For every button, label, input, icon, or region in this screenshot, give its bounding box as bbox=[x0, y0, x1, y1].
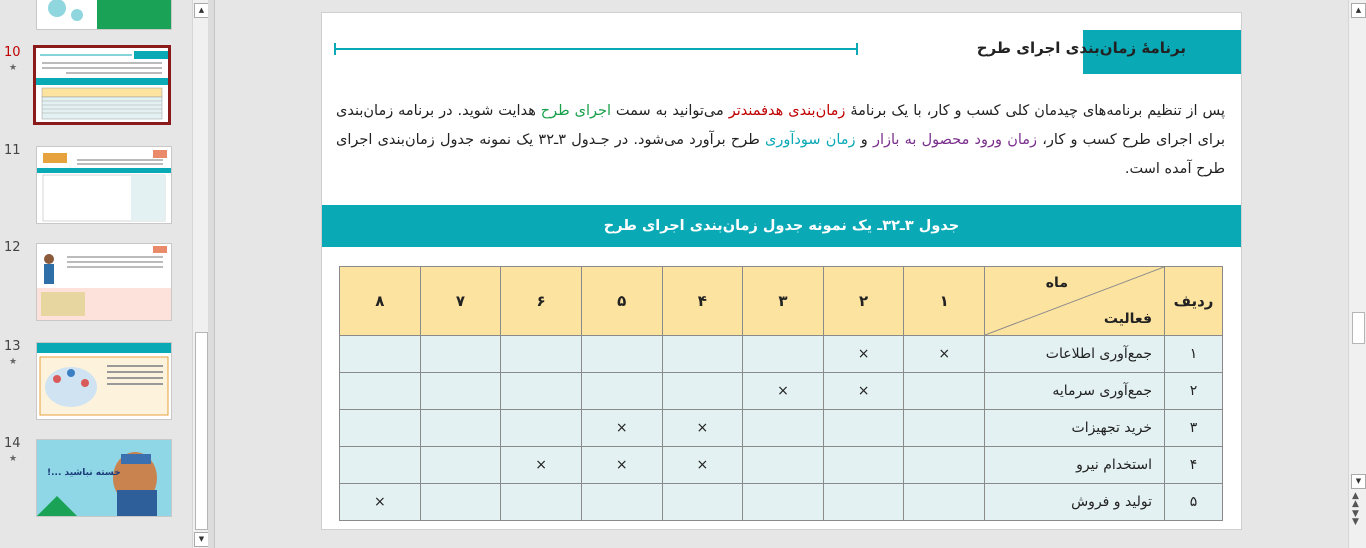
para-highlight: اجرای طرح bbox=[540, 103, 611, 119]
animation-star-icon: ★ bbox=[9, 63, 18, 73]
header-month: ۴ bbox=[662, 267, 743, 336]
header-activity-label: فعالیت bbox=[1103, 311, 1152, 327]
scrollbar-thumb[interactable] bbox=[1352, 312, 1365, 344]
thumbnail-11-art bbox=[37, 147, 171, 223]
schedule-cell: × bbox=[823, 336, 904, 373]
schedule-cell: × bbox=[904, 336, 985, 373]
para-highlight: زمان سودآوری bbox=[765, 132, 856, 148]
slide-thumbnail-11[interactable] bbox=[36, 146, 172, 224]
schedule-cell: × bbox=[823, 373, 904, 410]
schedule-cell bbox=[823, 447, 904, 484]
header-month: ۱ bbox=[904, 267, 985, 336]
header-month: ۷ bbox=[420, 267, 501, 336]
para-text: می‌توانید به سمت bbox=[610, 103, 729, 119]
slide-thumbnail-12[interactable] bbox=[36, 243, 172, 321]
schedule-cell: × bbox=[662, 410, 743, 447]
thumbnail-10-art bbox=[36, 48, 168, 122]
schedule-cell bbox=[501, 336, 582, 373]
schedule-cell bbox=[904, 484, 985, 521]
slide-thumbnail-panel bbox=[0, 0, 192, 548]
header-month: ۲ bbox=[823, 267, 904, 336]
slide-thumbnail-13[interactable] bbox=[36, 342, 172, 420]
schedule-cell bbox=[420, 484, 501, 521]
row-number: ۱ bbox=[1165, 336, 1223, 373]
header-month: ۶ bbox=[501, 267, 582, 336]
schedule-cell bbox=[340, 410, 421, 447]
table-row bbox=[340, 373, 1223, 410]
row-activity: تولید و فروش bbox=[985, 484, 1165, 521]
schedule-cell bbox=[581, 484, 662, 521]
row-number: ۳ bbox=[1165, 410, 1223, 447]
row-activity: جمع‌آوری اطلاعات bbox=[985, 336, 1165, 373]
header-month-activity bbox=[985, 267, 1165, 336]
header-month: ۳ bbox=[743, 267, 824, 336]
slide-title[interactable]: برنامۀ زمان‌بندی اجرای طرح bbox=[976, 39, 1186, 57]
slide-canvas bbox=[321, 12, 1242, 530]
header-month-label: ماه bbox=[1045, 275, 1068, 291]
schedule-cell: × bbox=[743, 373, 824, 410]
schedule-cell bbox=[501, 484, 582, 521]
schedule-cell bbox=[581, 373, 662, 410]
thumbnail-13-art bbox=[37, 343, 171, 419]
schedule-cell bbox=[340, 447, 421, 484]
thumbnail-9-art bbox=[37, 0, 171, 29]
schedule-cell bbox=[743, 410, 824, 447]
schedule-cell: × bbox=[340, 484, 421, 521]
schedule-cell: × bbox=[501, 447, 582, 484]
para-text: و bbox=[855, 132, 873, 148]
schedule-cell bbox=[340, 373, 421, 410]
slide-thumbnail-14[interactable] bbox=[36, 439, 172, 517]
schedule-cell: × bbox=[581, 410, 662, 447]
table-row bbox=[340, 410, 1223, 447]
body-paragraph[interactable] bbox=[336, 97, 1225, 184]
animation-star-icon: ★ bbox=[9, 357, 18, 367]
thumbnail-scrollbar[interactable] bbox=[192, 0, 209, 548]
scroll-down-arrow-icon[interactable]: ▼ bbox=[1351, 474, 1366, 489]
table-caption[interactable]: جدول ۳ـ۳۲ـ یک نمونه جدول زمان‌بندی اجرای طرح bbox=[322, 205, 1241, 247]
table-row bbox=[340, 336, 1223, 373]
header-month: ۵ bbox=[581, 267, 662, 336]
slide-number-13: 13 bbox=[4, 339, 21, 354]
scroll-up-arrow-icon[interactable]: ▲ bbox=[194, 3, 209, 18]
row-activity: جمع‌آوری سرمایه bbox=[985, 373, 1165, 410]
pane-splitter[interactable] bbox=[208, 0, 215, 548]
previous-slide-icon[interactable]: ▲ ▲ bbox=[1352, 491, 1359, 509]
table-row bbox=[340, 447, 1223, 484]
schedule-cell bbox=[662, 373, 743, 410]
scroll-down-arrow-icon[interactable]: ▼ bbox=[194, 532, 209, 547]
title-decoration-line bbox=[334, 48, 858, 50]
schedule-cell bbox=[662, 336, 743, 373]
table-header-row bbox=[340, 267, 1223, 336]
schedule-table[interactable] bbox=[339, 266, 1223, 521]
schedule-cell bbox=[420, 336, 501, 373]
schedule-cell bbox=[501, 373, 582, 410]
thumbnail-14-caption: خسته نباشید ...! bbox=[47, 468, 121, 478]
schedule-cell: × bbox=[662, 447, 743, 484]
thumbnail-12-art bbox=[37, 244, 171, 320]
scroll-up-arrow-icon[interactable]: ▲ bbox=[1351, 3, 1366, 18]
schedule-cell bbox=[501, 410, 582, 447]
schedule-cell bbox=[581, 336, 662, 373]
schedule-cell bbox=[823, 410, 904, 447]
schedule-cell bbox=[662, 484, 743, 521]
schedule-cell bbox=[743, 447, 824, 484]
slide-thumbnail-10[interactable] bbox=[33, 45, 171, 125]
header-row-number: ردیف bbox=[1165, 267, 1223, 336]
schedule-cell bbox=[904, 410, 985, 447]
schedule-cell bbox=[743, 336, 824, 373]
schedule-cell bbox=[743, 484, 824, 521]
para-text: هدایت شوید. در برنامه زمان‌بندی برای اجرای طرح کسب و کار، bbox=[336, 103, 1225, 148]
slide-number-12: 12 bbox=[4, 240, 21, 255]
schedule-cell: × bbox=[581, 447, 662, 484]
para-text: طرح برآورد می‌شود. در جـدول ۳ـ۳۲ یک نمونه جدول زمان‌بندی اجرای طرح آمده است. bbox=[336, 132, 1225, 177]
next-slide-icon[interactable]: ▼ ▼ bbox=[1352, 509, 1359, 527]
thumbnail-14-art bbox=[37, 440, 171, 516]
scrollbar-thumb[interactable] bbox=[195, 332, 208, 530]
main-scrollbar[interactable] bbox=[1348, 0, 1366, 548]
slide-number-10: 10 bbox=[4, 45, 21, 60]
schedule-cell bbox=[904, 373, 985, 410]
schedule-cell bbox=[340, 336, 421, 373]
row-activity: استخدام نیرو bbox=[985, 447, 1165, 484]
table-row bbox=[340, 484, 1223, 521]
para-text: پس از تنظیم برنامه‌های چیدمان کلی کسب و کار، با یک برنامۀ bbox=[845, 103, 1226, 119]
slide-thumbnail-9[interactable] bbox=[36, 0, 172, 30]
para-highlight: زمان ورود محصول به بازار bbox=[872, 132, 1038, 148]
row-number: ۲ bbox=[1165, 373, 1223, 410]
schedule-cell bbox=[420, 410, 501, 447]
para-highlight: زمان‌بندی هدفمندتر bbox=[728, 103, 846, 119]
slide-number-14: 14 bbox=[4, 436, 21, 451]
row-activity: خرید تجهیزات bbox=[985, 410, 1165, 447]
header-month: ۸ bbox=[340, 267, 421, 336]
schedule-cell bbox=[904, 447, 985, 484]
row-number: ۵ bbox=[1165, 484, 1223, 521]
row-number: ۴ bbox=[1165, 447, 1223, 484]
schedule-cell bbox=[420, 447, 501, 484]
slide-number-11: 11 bbox=[4, 143, 21, 158]
schedule-cell bbox=[420, 373, 501, 410]
schedule-cell bbox=[823, 484, 904, 521]
animation-star-icon: ★ bbox=[9, 454, 18, 464]
